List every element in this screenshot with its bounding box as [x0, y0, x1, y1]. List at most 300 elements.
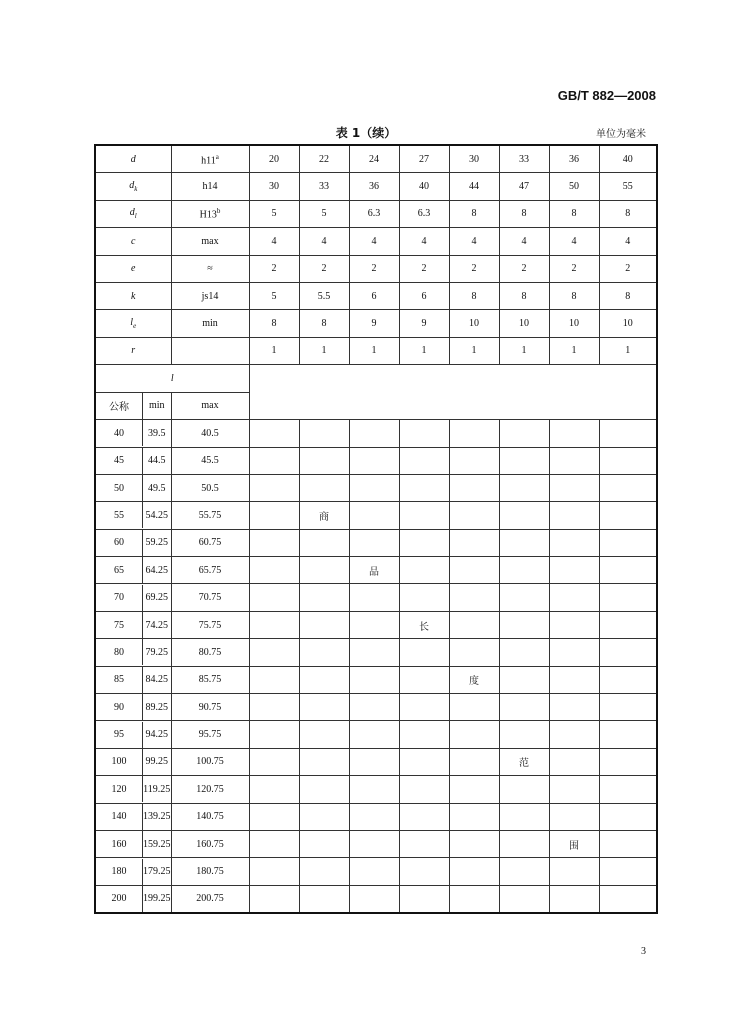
tolerance-text: H13 [199, 209, 217, 221]
range-cell [549, 694, 599, 721]
range-cell [249, 858, 299, 885]
param-value: 5 [249, 282, 299, 309]
range-cell [399, 557, 449, 584]
range-cell [349, 529, 399, 556]
range-cell [449, 748, 499, 775]
symbol-letter: l [130, 317, 134, 329]
min-value: 139.25 [143, 811, 171, 823]
param-value: 5.5 [299, 282, 349, 309]
nominal-value: 60 [96, 530, 143, 556]
min-value: 39.5 [148, 427, 166, 439]
range-cell [599, 529, 657, 556]
param-value: 50 [549, 173, 599, 200]
param-value: 8 [249, 310, 299, 337]
range-cell [499, 502, 549, 529]
param-value: 6 [349, 282, 399, 309]
param-value: 30 [249, 173, 299, 200]
param-symbol [95, 310, 171, 337]
param-tolerance [171, 310, 249, 337]
nominal-length [95, 611, 171, 638]
nominal-min-split [96, 585, 171, 611]
range-cell [449, 858, 499, 885]
range-cell [499, 694, 549, 721]
param-symbol [95, 228, 171, 255]
range-cell [399, 803, 449, 830]
blank-region [249, 365, 657, 420]
range-cell [249, 557, 299, 584]
range-cell [599, 584, 657, 611]
nominal-min-split [96, 804, 171, 830]
range-cell [349, 502, 399, 529]
range-cell: 商 [299, 502, 349, 529]
range-cell [499, 776, 549, 803]
param-value: 2 [449, 255, 499, 282]
nominal-length [95, 474, 171, 501]
param-tolerance [171, 282, 249, 309]
max-value: 200.75 [171, 885, 249, 913]
range-cell [449, 639, 499, 666]
tolerance-text: h14 [202, 181, 218, 193]
nominal-value: 75 [96, 612, 143, 638]
param-value: 8 [549, 200, 599, 227]
range-cell [449, 721, 499, 748]
range-cell [499, 529, 549, 556]
param-value: 8 [449, 282, 499, 309]
range-cell [549, 557, 599, 584]
range-cell [499, 584, 549, 611]
param-tolerance [171, 228, 249, 255]
range-cell [549, 776, 599, 803]
range-cell [399, 721, 449, 748]
max-value: 60.75 [171, 529, 249, 556]
length-row [95, 885, 657, 913]
range-cell [599, 474, 657, 501]
range-cell [449, 611, 499, 638]
range-cell [399, 885, 449, 913]
max-value: 80.75 [171, 639, 249, 666]
nominal-length [95, 694, 171, 721]
param-value: 10 [549, 310, 599, 337]
param-symbol [95, 255, 171, 282]
param-value: 2 [249, 255, 299, 282]
param-symbol [95, 337, 171, 364]
range-cell [399, 666, 449, 693]
range-cell [599, 420, 657, 447]
length-row [95, 721, 657, 748]
min-value: 179.25 [143, 866, 171, 878]
range-cell [249, 803, 299, 830]
range-cell [349, 885, 399, 913]
nominal-min-split [96, 502, 171, 528]
range-cell [499, 474, 549, 501]
param-value: 1 [599, 337, 657, 364]
range-cell [349, 611, 399, 638]
min-value: 89.25 [145, 701, 168, 713]
nominal-length [95, 529, 171, 556]
range-cell: 品 [349, 557, 399, 584]
nominal-length [95, 885, 171, 913]
range-cell [399, 830, 449, 857]
symbol-letter: e [131, 263, 136, 275]
param-row [95, 228, 657, 255]
param-value: 4 [249, 228, 299, 255]
length-row [95, 639, 657, 666]
range-cell [449, 502, 499, 529]
range-cell [499, 639, 549, 666]
range-cell [249, 830, 299, 857]
range-cell [449, 420, 499, 447]
range-cell [249, 420, 299, 447]
range-cell [249, 721, 299, 748]
range-cell [349, 830, 399, 857]
param-tolerance [171, 200, 249, 227]
length-row [95, 557, 657, 584]
range-cell: 范 [499, 748, 549, 775]
nominal-min-split [96, 886, 171, 912]
range-cell [399, 420, 449, 447]
range-cell [499, 885, 549, 913]
length-row [95, 694, 657, 721]
param-value: 9 [349, 310, 399, 337]
tolerance-text: h11 [201, 154, 216, 166]
range-cell: 长 [399, 611, 449, 638]
param-value: 44 [449, 173, 499, 200]
min-value: 119.25 [143, 783, 171, 795]
range-cell [599, 858, 657, 885]
param-value: 8 [599, 282, 657, 309]
range-cell [349, 858, 399, 885]
nominal-length [95, 858, 171, 885]
param-value: 5 [299, 200, 349, 227]
range-cell [249, 584, 299, 611]
tolerance-text: js14 [201, 290, 219, 302]
range-cell [449, 830, 499, 857]
range-cell [249, 611, 299, 638]
symbol-subscript: l [134, 212, 137, 221]
nominal-value: 160 [96, 831, 143, 857]
param-value: 2 [349, 255, 399, 282]
range-cell [349, 420, 399, 447]
range-cell [349, 584, 399, 611]
param-value: 33 [299, 173, 349, 200]
param-value: 1 [349, 337, 399, 364]
param-value: 24 [349, 145, 399, 173]
range-cell [599, 447, 657, 474]
range-cell [449, 776, 499, 803]
range-cell [299, 584, 349, 611]
nominal-value: 80 [96, 639, 143, 665]
max-value: 65.75 [171, 557, 249, 584]
range-cell [399, 474, 449, 501]
max-value: 85.75 [171, 666, 249, 693]
range-cell [349, 474, 399, 501]
param-value: 6.3 [349, 200, 399, 227]
range-cell [449, 474, 499, 501]
length-header-row [95, 365, 657, 392]
nominal-value: 90 [96, 694, 143, 720]
max-value: 55.75 [171, 502, 249, 529]
nominal-value: 120 [96, 776, 143, 802]
range-cell [549, 748, 599, 775]
param-value: 2 [299, 255, 349, 282]
symbol-subscript: e [133, 322, 137, 331]
tolerance-text: max [201, 235, 219, 247]
min-header: min [148, 400, 165, 412]
max-value: 40.5 [171, 420, 249, 447]
nominal-min-header-split [96, 393, 171, 419]
nominal-min-split [96, 475, 171, 501]
range-cell [449, 803, 499, 830]
max-value: 180.75 [171, 858, 249, 885]
nominal-min-header [95, 392, 171, 420]
nominal-min-split [96, 667, 171, 693]
range-cell [299, 803, 349, 830]
symbol-letter: r [131, 345, 136, 357]
range-cell [499, 721, 549, 748]
range-cell [599, 776, 657, 803]
range-cell [599, 502, 657, 529]
nominal-length [95, 584, 171, 611]
nominal-length [95, 830, 171, 857]
nominal-min-split [96, 420, 171, 446]
param-row [95, 145, 657, 173]
param-value: 8 [499, 200, 549, 227]
dimension-table [94, 144, 658, 914]
max-value: 75.75 [171, 611, 249, 638]
param-value: 8 [549, 282, 599, 309]
param-symbol [95, 282, 171, 309]
nominal-min-split [96, 557, 171, 583]
tolerance-text: min [202, 318, 218, 330]
range-cell [549, 502, 599, 529]
length-row [95, 584, 657, 611]
standard-code: GB/T 882—2008 [557, 88, 656, 103]
range-cell [449, 885, 499, 913]
param-row [95, 200, 657, 227]
max-value: 140.75 [171, 803, 249, 830]
range-cell [299, 885, 349, 913]
nominal-min-split [96, 776, 171, 802]
param-value: 4 [599, 228, 657, 255]
param-tolerance [171, 145, 249, 173]
param-value: 22 [299, 145, 349, 173]
range-cell [299, 474, 349, 501]
param-value: 5 [249, 200, 299, 227]
symbol-letter: k [131, 290, 136, 302]
symbol-letter: c [131, 235, 136, 247]
min-value: 59.25 [145, 537, 168, 549]
param-value: 4 [449, 228, 499, 255]
range-cell [299, 557, 349, 584]
param-value: 20 [249, 145, 299, 173]
range-cell [499, 611, 549, 638]
param-symbol [95, 145, 171, 173]
range-cell [249, 885, 299, 913]
range-cell [599, 830, 657, 857]
range-cell [549, 529, 599, 556]
table-caption: 表 1（续） [335, 126, 397, 140]
range-cell [349, 447, 399, 474]
param-value: 33 [499, 145, 549, 173]
param-value: 10 [449, 310, 499, 337]
min-value: 199.25 [143, 893, 171, 905]
param-value: 2 [499, 255, 549, 282]
range-cell [349, 666, 399, 693]
range-cell [449, 584, 499, 611]
range-cell [499, 830, 549, 857]
range-cell [399, 776, 449, 803]
range-cell [449, 529, 499, 556]
param-row [95, 173, 657, 200]
range-cell [249, 529, 299, 556]
range-cell [349, 748, 399, 775]
min-value: 84.25 [145, 674, 168, 686]
param-value: 6 [399, 282, 449, 309]
length-row [95, 776, 657, 803]
nominal-length [95, 748, 171, 775]
max-value: 95.75 [171, 721, 249, 748]
param-value: 1 [449, 337, 499, 364]
range-cell [599, 694, 657, 721]
range-cell [399, 447, 449, 474]
range-cell [599, 557, 657, 584]
nominal-length [95, 557, 171, 584]
param-value: 1 [499, 337, 549, 364]
range-cell [449, 447, 499, 474]
nominal-value: 95 [96, 722, 143, 748]
nominal-value: 55 [96, 502, 143, 528]
range-cell [249, 694, 299, 721]
max-value: 70.75 [171, 584, 249, 611]
nominal-min-split [96, 859, 171, 885]
nominal-min-split [96, 530, 171, 556]
nominal-length [95, 666, 171, 693]
param-value: 8 [449, 200, 499, 227]
min-value: 49.5 [148, 482, 166, 494]
nominal-value: 100 [96, 749, 143, 775]
param-symbol [95, 173, 171, 200]
range-cell [399, 639, 449, 666]
nominal-value: 140 [96, 804, 143, 830]
range-cell [499, 803, 549, 830]
length-row [95, 858, 657, 885]
nominal-length [95, 420, 171, 447]
range-cell [249, 666, 299, 693]
nominal-header: 公称 [96, 393, 143, 419]
max-value: 160.75 [171, 830, 249, 857]
param-tolerance [171, 255, 249, 282]
param-value: 1 [549, 337, 599, 364]
min-value: 64.25 [145, 564, 168, 576]
nominal-value: 85 [96, 667, 143, 693]
length-row [95, 803, 657, 830]
param-value: 1 [299, 337, 349, 364]
length-row [95, 748, 657, 775]
param-value: 10 [599, 310, 657, 337]
length-row [95, 502, 657, 529]
range-cell [249, 776, 299, 803]
range-cell [349, 639, 399, 666]
range-cell [549, 885, 599, 913]
range-cell [549, 858, 599, 885]
symbol-letter: d [129, 180, 135, 192]
param-value: 4 [549, 228, 599, 255]
tolerance-text: ≈ [207, 263, 213, 275]
nominal-value: 180 [96, 859, 143, 885]
range-cell [299, 776, 349, 803]
param-tolerance [171, 337, 249, 364]
nominal-value: 70 [96, 585, 143, 611]
symbol-subscript: k [134, 185, 138, 194]
range-cell: 围 [549, 830, 599, 857]
range-cell [249, 502, 299, 529]
param-value: 8 [299, 310, 349, 337]
min-value: 94.25 [145, 729, 168, 741]
range-cell [549, 420, 599, 447]
param-tolerance [171, 173, 249, 200]
range-cell [449, 557, 499, 584]
nominal-min-split [96, 612, 171, 638]
range-cell [299, 666, 349, 693]
param-value: 2 [549, 255, 599, 282]
min-value: 54.25 [145, 509, 168, 521]
param-value: 4 [299, 228, 349, 255]
range-cell [399, 694, 449, 721]
nominal-min-split [96, 694, 171, 720]
min-value: 69.25 [145, 592, 168, 604]
nominal-min-split [96, 448, 171, 474]
length-symbol: l [95, 365, 249, 392]
nominal-length [95, 721, 171, 748]
range-cell [249, 639, 299, 666]
range-cell [299, 694, 349, 721]
range-cell [599, 803, 657, 830]
range-cell [249, 474, 299, 501]
param-value: 40 [399, 173, 449, 200]
nominal-value: 65 [96, 557, 143, 583]
range-cell [299, 748, 349, 775]
range-cell [599, 885, 657, 913]
length-row [95, 666, 657, 693]
nominal-value: 50 [96, 475, 143, 501]
range-cell [299, 830, 349, 857]
length-row [95, 830, 657, 857]
nominal-min-split [96, 722, 171, 748]
range-cell [549, 474, 599, 501]
range-cell [449, 694, 499, 721]
param-value: 27 [399, 145, 449, 173]
length-row [95, 529, 657, 556]
length-row [95, 474, 657, 501]
range-cell [299, 420, 349, 447]
param-value: 9 [399, 310, 449, 337]
param-value: 47 [499, 173, 549, 200]
range-cell [499, 557, 549, 584]
range-cell [549, 803, 599, 830]
length-row [95, 447, 657, 474]
min-value: 44.5 [148, 455, 166, 467]
symbol-letter: d [129, 207, 135, 219]
range-cell [249, 447, 299, 474]
param-value: 40 [599, 145, 657, 173]
range-cell [549, 584, 599, 611]
range-cell [499, 420, 549, 447]
min-value: 74.25 [145, 619, 168, 631]
range-cell [299, 529, 349, 556]
range-cell [599, 748, 657, 775]
unit-note: 单位为毫米 [596, 129, 646, 140]
range-cell [299, 447, 349, 474]
